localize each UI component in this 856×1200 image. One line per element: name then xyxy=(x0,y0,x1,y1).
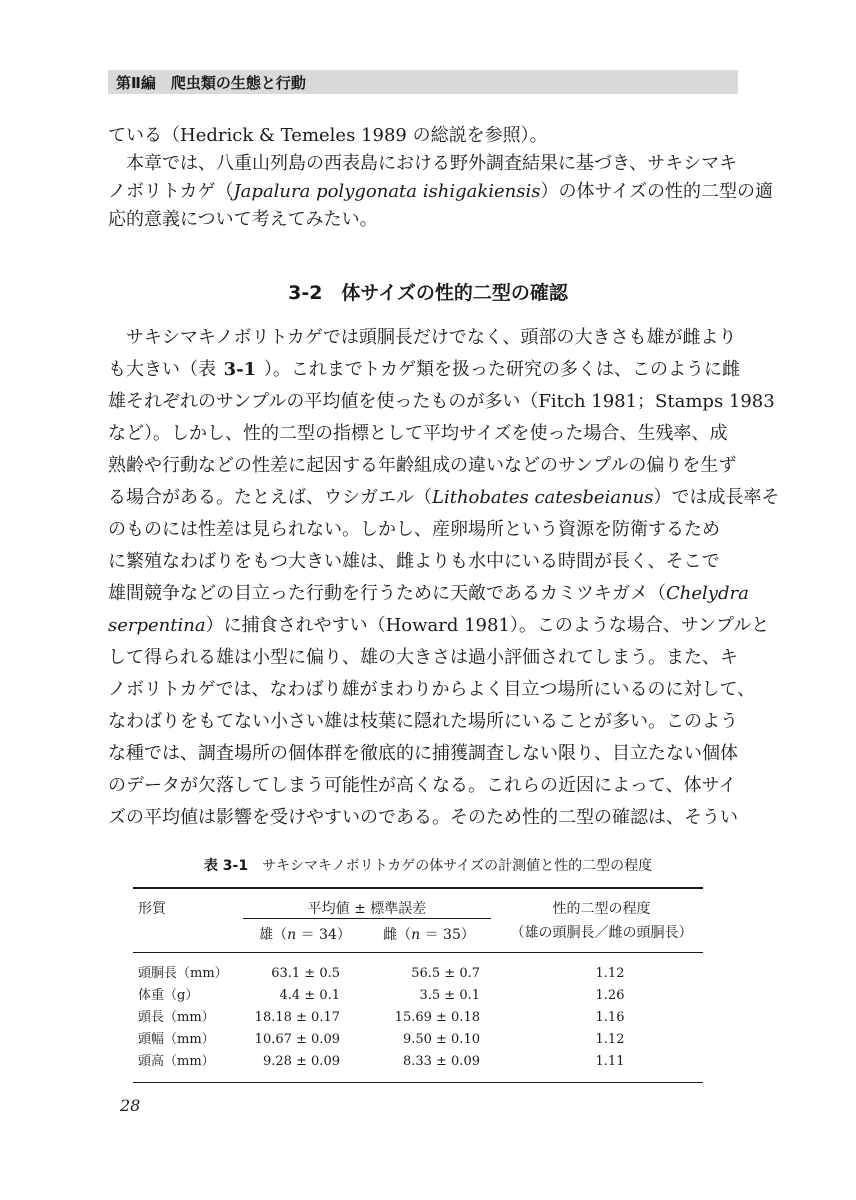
table-cell-female: 3.5 ± 0.1 xyxy=(419,988,480,1003)
body-line: して得られる雄は小型に偏り、雄の大きさは過小評価されてしまう。また、キ xyxy=(108,647,738,668)
table-cell-ratio: 1.12 xyxy=(595,966,625,981)
table-caption xyxy=(0,855,856,875)
body-line: のデータが欠落してしまう可能性が高くなる。これらの近因によって、体サイ xyxy=(108,775,737,796)
table-cell-female: 56.5 ± 0.7 xyxy=(411,966,480,981)
body-line: のものには性差は見られない。しかし、産卵場所という資源を防衛するため xyxy=(108,519,720,540)
table-cell-ratio: 1.16 xyxy=(595,1010,625,1025)
page-number: 28 xyxy=(120,1096,141,1115)
table-group-rule xyxy=(243,918,491,919)
table-cell-trait: 頭長（mm） xyxy=(138,1010,215,1025)
table-cell-male: 63.1 ± 0.5 xyxy=(271,966,340,981)
table-cell-trait: 頭幅（mm） xyxy=(138,1032,215,1047)
table-cell-male: 18.18 ± 0.17 xyxy=(254,1010,340,1025)
table-cell-male: 4.4 ± 0.1 xyxy=(279,988,340,1003)
body-line: 雄間競争などの目立った行動を行うために天敵であるカミツキガメ（ Chelydra xyxy=(108,583,749,604)
table-header-male: 雄（n ＝ 34） xyxy=(259,927,351,943)
intro-line: 応的意義について考えてみたい。 xyxy=(108,209,378,230)
intro-line: ノボリトカゲ（ Japalura polygonata ishigakiensis ）の体サイズの性的二型の適 xyxy=(108,181,774,202)
body-line: な種では、調査場所の個体群を徹底的に捕獲調査しない限り、目立たない個体 xyxy=(108,743,738,764)
table-bottom-rule xyxy=(133,1082,703,1083)
table-cell-trait: 頭胴長（mm） xyxy=(138,966,228,981)
table-header-dimorphism-note: （雄の頭胴長／雌の頭胴長） xyxy=(510,925,693,941)
table-cell-male: 9.28 ± 0.09 xyxy=(262,1054,340,1069)
table-header-mean-group: 平均値 ± 標準誤差 xyxy=(307,901,427,917)
body-line: ノボリトカゲでは、なわばり雄がまわりからよく目立つ場所にいるのに対して、 xyxy=(108,679,756,700)
body-line: に繁殖なわばりをもつ大きい雄は、雌よりも水中にいる時間が長く、そこで xyxy=(108,551,720,572)
body-line: ズの平均値は影響を受けやすいのである。そのため性的二型の確認は、そうい xyxy=(108,807,738,828)
table-caption-text: サキシマキノボリトカゲの体サイズの計測値と性的二型の程度 xyxy=(262,858,653,874)
table-cell-trait: 頭高（mm） xyxy=(138,1054,215,1069)
table-caption-label: 表 3-1 xyxy=(203,858,249,874)
intro-line: ている（Hedrick & Temeles 1989 の総説を参照）。 xyxy=(108,125,548,146)
table-header-rule xyxy=(133,952,703,953)
body-line: も大きい（表 3-1 ）。これまでトカゲ類を扱った研究の多くは、このように雌 xyxy=(108,359,740,380)
body-line: なわばりをもてない小さい雄は枝葉に隠れた場所にいることが多い。このよう xyxy=(108,711,738,732)
body-line: サキシマキノボリトカゲでは頭胴長だけでなく、頭部の大きさも雄が雌より xyxy=(126,327,737,348)
body-line: 雄それぞれのサンプルの平均値を使ったものが多い（Fitch 1981；Stamps 1983 xyxy=(108,391,775,412)
table-cell-male: 10.67 ± 0.09 xyxy=(254,1032,340,1047)
table-header-female: 雌（n ＝ 35） xyxy=(383,927,475,943)
table-header-trait: 形質 xyxy=(138,901,166,917)
body-line: る場合がある。たとえば、ウシガエル（ Lithobates catesbeianus ）では成長率そ xyxy=(108,487,780,508)
table-cell-ratio: 1.11 xyxy=(595,1054,625,1069)
body-line: 熟齢や行動などの性差に起因する年齢組成の違いなどのサンプルの偏りを生ず xyxy=(108,455,737,476)
table-cell-female: 15.69 ± 0.18 xyxy=(394,1010,480,1025)
table-cell-trait: 体重（g） xyxy=(138,988,199,1003)
body-line: serpentina ）に捕食されやすい（Howard 1981）。このような場合、サンプルと xyxy=(108,615,770,636)
intro-line: 本章では、八重山列島の西表島における野外調査結果に基づき、サキシマキ xyxy=(126,153,738,174)
table-header-dimorphism: 性的二型の程度 xyxy=(552,901,651,917)
table-cell-female: 8.33 ± 0.09 xyxy=(402,1054,480,1069)
running-header-title: 第Ⅱ編 爬虫類の生態と行動 xyxy=(116,74,306,92)
section-heading: 3-2 体サイズの性的二型の確認 xyxy=(288,282,568,304)
table-cell-ratio: 1.12 xyxy=(595,1032,625,1047)
table-top-rule xyxy=(133,887,703,889)
body-line: など）。しかし、性的二型の指標として平均サイズを使った場合、生残率、成 xyxy=(108,423,728,444)
table-cell-ratio: 1.26 xyxy=(595,988,625,1003)
table-cell-female: 9.50 ± 0.10 xyxy=(402,1032,480,1047)
